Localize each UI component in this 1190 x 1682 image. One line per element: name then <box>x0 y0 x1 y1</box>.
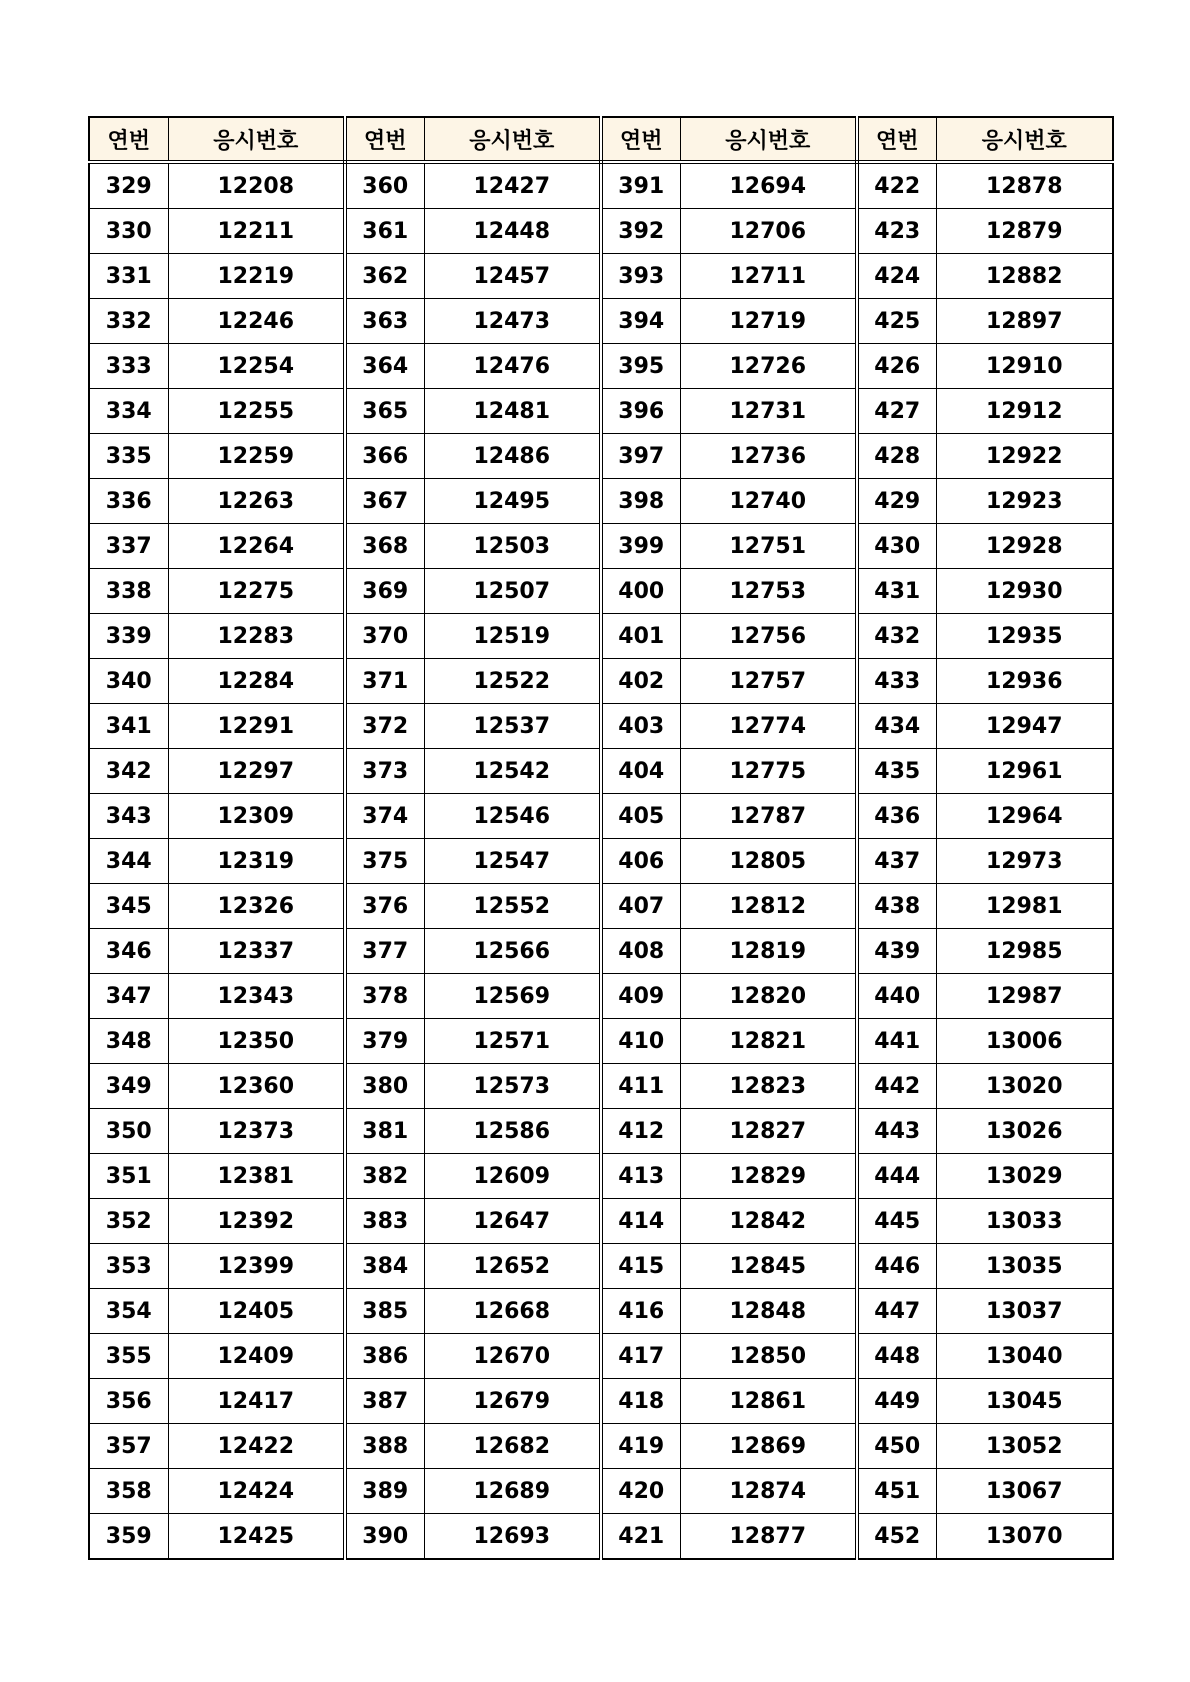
applicant-number-cell: 12922 <box>936 434 1113 479</box>
table-row <box>89 524 1113 569</box>
serial-cell: 409 <box>601 974 680 1019</box>
table-row <box>89 614 1113 659</box>
applicant-number-cell: 13029 <box>936 1154 1113 1199</box>
applicant-number-cell: 12381 <box>168 1154 345 1199</box>
column-header-applicant-number-4: 응시번호 <box>936 117 1113 162</box>
serial-cell: 353 <box>89 1244 168 1289</box>
applicant-number-cell: 13020 <box>936 1064 1113 1109</box>
applicant-number-cell: 13045 <box>936 1379 1113 1424</box>
applicant-number-cell: 12481 <box>424 389 601 434</box>
serial-cell: 374 <box>345 794 424 839</box>
applicant-number-cell: 12409 <box>168 1334 345 1379</box>
column-header-applicant-number-2: 응시번호 <box>424 117 601 162</box>
applicant-number-cell: 12882 <box>936 254 1113 299</box>
applicant-number-cell: 12821 <box>680 1019 857 1064</box>
table-row <box>89 1199 1113 1244</box>
applicant-number-cell: 12936 <box>936 659 1113 704</box>
applicant-number-cell: 12823 <box>680 1064 857 1109</box>
serial-cell: 352 <box>89 1199 168 1244</box>
applicant-number-cell: 12987 <box>936 974 1113 1019</box>
serial-cell: 435 <box>857 749 936 794</box>
serial-cell: 339 <box>89 614 168 659</box>
serial-cell: 342 <box>89 749 168 794</box>
serial-cell: 359 <box>89 1514 168 1560</box>
table-row <box>89 1154 1113 1199</box>
applicant-number-cell: 12609 <box>424 1154 601 1199</box>
applicant-number-cell: 12820 <box>680 974 857 1019</box>
serial-cell: 416 <box>601 1289 680 1334</box>
serial-cell: 394 <box>601 299 680 344</box>
serial-cell: 338 <box>89 569 168 614</box>
table-row <box>89 1379 1113 1424</box>
applicant-number-cell: 12360 <box>168 1064 345 1109</box>
serial-cell: 426 <box>857 344 936 389</box>
table-row <box>89 884 1113 929</box>
applicant-number-cell: 12263 <box>168 479 345 524</box>
serial-cell: 330 <box>89 209 168 254</box>
serial-cell: 340 <box>89 659 168 704</box>
serial-cell: 366 <box>345 434 424 479</box>
applicant-number-cell: 12981 <box>936 884 1113 929</box>
applicant-number-sheet <box>88 116 1112 1558</box>
table-row <box>89 254 1113 299</box>
table-row <box>89 1109 1113 1154</box>
serial-cell: 399 <box>601 524 680 569</box>
applicant-number-cell: 13040 <box>936 1334 1113 1379</box>
serial-cell: 448 <box>857 1334 936 1379</box>
serial-cell: 422 <box>857 162 936 209</box>
serial-cell: 441 <box>857 1019 936 1064</box>
serial-cell: 420 <box>601 1469 680 1514</box>
table-row <box>89 659 1113 704</box>
serial-cell: 445 <box>857 1199 936 1244</box>
serial-cell: 450 <box>857 1424 936 1469</box>
applicant-number-cell: 12923 <box>936 479 1113 524</box>
applicant-number-cell: 12706 <box>680 209 857 254</box>
table-row <box>89 1469 1113 1514</box>
applicant-number-cell: 12961 <box>936 749 1113 794</box>
serial-cell: 440 <box>857 974 936 1019</box>
table-row <box>89 299 1113 344</box>
serial-cell: 430 <box>857 524 936 569</box>
applicant-number-cell: 12373 <box>168 1109 345 1154</box>
serial-cell: 350 <box>89 1109 168 1154</box>
applicant-number-cell: 12682 <box>424 1424 601 1469</box>
serial-cell: 373 <box>345 749 424 794</box>
applicant-number-cell: 12476 <box>424 344 601 389</box>
applicant-number-cell: 12819 <box>680 929 857 974</box>
serial-cell: 381 <box>345 1109 424 1154</box>
applicant-number-cell: 12284 <box>168 659 345 704</box>
applicant-number-cell: 12679 <box>424 1379 601 1424</box>
table-row <box>89 839 1113 884</box>
serial-cell: 396 <box>601 389 680 434</box>
table-header-row <box>89 117 1113 162</box>
applicant-number-cell: 12208 <box>168 162 345 209</box>
serial-cell: 408 <box>601 929 680 974</box>
serial-cell: 397 <box>601 434 680 479</box>
column-header-applicant-number-1: 응시번호 <box>168 117 345 162</box>
serial-cell: 331 <box>89 254 168 299</box>
column-header-serial-4: 연번 <box>857 117 936 162</box>
applicant-number-table <box>88 116 1114 1560</box>
applicant-number-cell: 12457 <box>424 254 601 299</box>
serial-cell: 336 <box>89 479 168 524</box>
serial-cell: 363 <box>345 299 424 344</box>
applicant-number-cell: 12546 <box>424 794 601 839</box>
serial-cell: 407 <box>601 884 680 929</box>
serial-cell: 388 <box>345 1424 424 1469</box>
applicant-number-cell: 12726 <box>680 344 857 389</box>
serial-cell: 383 <box>345 1199 424 1244</box>
serial-cell: 358 <box>89 1469 168 1514</box>
table-row <box>89 1019 1113 1064</box>
applicant-number-cell: 12519 <box>424 614 601 659</box>
serial-cell: 401 <box>601 614 680 659</box>
serial-cell: 418 <box>601 1379 680 1424</box>
serial-cell: 451 <box>857 1469 936 1514</box>
applicant-number-cell: 12392 <box>168 1199 345 1244</box>
serial-cell: 391 <box>601 162 680 209</box>
serial-cell: 419 <box>601 1424 680 1469</box>
applicant-number-cell: 12405 <box>168 1289 345 1334</box>
serial-cell: 357 <box>89 1424 168 1469</box>
applicant-number-cell: 12573 <box>424 1064 601 1109</box>
serial-cell: 434 <box>857 704 936 749</box>
applicant-number-cell: 12910 <box>936 344 1113 389</box>
serial-cell: 406 <box>601 839 680 884</box>
applicant-number-cell: 12775 <box>680 749 857 794</box>
serial-cell: 398 <box>601 479 680 524</box>
applicant-number-cell: 12309 <box>168 794 345 839</box>
table-row <box>89 209 1113 254</box>
table-row <box>89 479 1113 524</box>
applicant-number-cell: 12694 <box>680 162 857 209</box>
serial-cell: 345 <box>89 884 168 929</box>
serial-cell: 395 <box>601 344 680 389</box>
applicant-number-cell: 12850 <box>680 1334 857 1379</box>
serial-cell: 386 <box>345 1334 424 1379</box>
column-header-applicant-number-3: 응시번호 <box>680 117 857 162</box>
serial-cell: 449 <box>857 1379 936 1424</box>
serial-cell: 387 <box>345 1379 424 1424</box>
serial-cell: 344 <box>89 839 168 884</box>
applicant-number-cell: 12422 <box>168 1424 345 1469</box>
serial-cell: 439 <box>857 929 936 974</box>
applicant-number-cell: 12869 <box>680 1424 857 1469</box>
serial-cell: 411 <box>601 1064 680 1109</box>
applicant-number-cell: 12973 <box>936 839 1113 884</box>
serial-cell: 370 <box>345 614 424 659</box>
serial-cell: 372 <box>345 704 424 749</box>
table-row <box>89 569 1113 614</box>
serial-cell: 446 <box>857 1244 936 1289</box>
applicant-number-cell: 12507 <box>424 569 601 614</box>
applicant-number-cell: 12425 <box>168 1514 345 1560</box>
serial-cell: 371 <box>345 659 424 704</box>
serial-cell: 375 <box>345 839 424 884</box>
serial-cell: 329 <box>89 162 168 209</box>
table-row <box>89 1064 1113 1109</box>
applicant-number-cell: 12297 <box>168 749 345 794</box>
serial-cell: 442 <box>857 1064 936 1109</box>
applicant-number-cell: 12275 <box>168 569 345 614</box>
applicant-number-cell: 12399 <box>168 1244 345 1289</box>
table-row <box>89 974 1113 1019</box>
serial-cell: 334 <box>89 389 168 434</box>
applicant-number-cell: 12542 <box>424 749 601 794</box>
applicant-number-cell: 12912 <box>936 389 1113 434</box>
serial-cell: 424 <box>857 254 936 299</box>
applicant-number-cell: 12486 <box>424 434 601 479</box>
applicant-number-cell: 12740 <box>680 479 857 524</box>
applicant-number-cell: 12848 <box>680 1289 857 1334</box>
serial-cell: 404 <box>601 749 680 794</box>
applicant-number-cell: 12495 <box>424 479 601 524</box>
applicant-number-cell: 12756 <box>680 614 857 659</box>
column-header-serial-1: 연번 <box>89 117 168 162</box>
applicant-number-cell: 12254 <box>168 344 345 389</box>
applicant-number-cell: 12930 <box>936 569 1113 614</box>
serial-cell: 421 <box>601 1514 680 1560</box>
applicant-number-cell: 12569 <box>424 974 601 1019</box>
serial-cell: 382 <box>345 1154 424 1199</box>
applicant-number-cell: 13026 <box>936 1109 1113 1154</box>
applicant-number-cell: 12845 <box>680 1244 857 1289</box>
applicant-number-cell: 12877 <box>680 1514 857 1560</box>
table-row <box>89 704 1113 749</box>
serial-cell: 414 <box>601 1199 680 1244</box>
applicant-number-cell: 12711 <box>680 254 857 299</box>
applicant-number-cell: 12448 <box>424 209 601 254</box>
serial-cell: 355 <box>89 1334 168 1379</box>
applicant-number-cell: 12566 <box>424 929 601 974</box>
applicant-number-cell: 12647 <box>424 1199 601 1244</box>
table-row <box>89 1334 1113 1379</box>
serial-cell: 405 <box>601 794 680 839</box>
serial-cell: 428 <box>857 434 936 479</box>
serial-cell: 351 <box>89 1154 168 1199</box>
table-row <box>89 344 1113 389</box>
applicant-number-cell: 12935 <box>936 614 1113 659</box>
applicant-number-cell: 12571 <box>424 1019 601 1064</box>
serial-cell: 390 <box>345 1514 424 1560</box>
applicant-number-cell: 12219 <box>168 254 345 299</box>
serial-cell: 356 <box>89 1379 168 1424</box>
serial-cell: 433 <box>857 659 936 704</box>
applicant-number-cell: 13067 <box>936 1469 1113 1514</box>
applicant-number-cell: 12586 <box>424 1109 601 1154</box>
applicant-number-cell: 12897 <box>936 299 1113 344</box>
column-header-serial-3: 연번 <box>601 117 680 162</box>
applicant-number-cell: 12842 <box>680 1199 857 1244</box>
serial-cell: 403 <box>601 704 680 749</box>
serial-cell: 417 <box>601 1334 680 1379</box>
serial-cell: 367 <box>345 479 424 524</box>
serial-cell: 361 <box>345 209 424 254</box>
serial-cell: 410 <box>601 1019 680 1064</box>
applicant-number-cell: 12787 <box>680 794 857 839</box>
serial-cell: 452 <box>857 1514 936 1560</box>
applicant-number-cell: 12964 <box>936 794 1113 839</box>
applicant-number-cell: 12829 <box>680 1154 857 1199</box>
applicant-number-cell: 12503 <box>424 524 601 569</box>
applicant-number-cell: 12861 <box>680 1379 857 1424</box>
serial-cell: 343 <box>89 794 168 839</box>
serial-cell: 413 <box>601 1154 680 1199</box>
applicant-number-cell: 12424 <box>168 1469 345 1514</box>
serial-cell: 436 <box>857 794 936 839</box>
applicant-number-cell: 12693 <box>424 1514 601 1560</box>
applicant-number-cell: 12879 <box>936 209 1113 254</box>
applicant-number-cell: 12947 <box>936 704 1113 749</box>
serial-cell: 415 <box>601 1244 680 1289</box>
serial-cell: 432 <box>857 614 936 659</box>
serial-cell: 423 <box>857 209 936 254</box>
serial-cell: 369 <box>345 569 424 614</box>
applicant-number-cell: 12805 <box>680 839 857 884</box>
applicant-number-cell: 12291 <box>168 704 345 749</box>
table-row <box>89 1514 1113 1560</box>
serial-cell: 437 <box>857 839 936 884</box>
applicant-number-cell: 12731 <box>680 389 857 434</box>
serial-cell: 429 <box>857 479 936 524</box>
column-header-serial-2: 연번 <box>345 117 424 162</box>
applicant-number-cell: 12350 <box>168 1019 345 1064</box>
applicant-number-cell: 12928 <box>936 524 1113 569</box>
applicant-number-cell: 12337 <box>168 929 345 974</box>
applicant-number-cell: 12417 <box>168 1379 345 1424</box>
applicant-number-cell: 12211 <box>168 209 345 254</box>
serial-cell: 349 <box>89 1064 168 1109</box>
serial-cell: 412 <box>601 1109 680 1154</box>
applicant-number-cell: 12670 <box>424 1334 601 1379</box>
serial-cell: 431 <box>857 569 936 614</box>
table-row <box>89 1424 1113 1469</box>
serial-cell: 389 <box>345 1469 424 1514</box>
serial-cell: 362 <box>345 254 424 299</box>
serial-cell: 447 <box>857 1289 936 1334</box>
applicant-number-cell: 12753 <box>680 569 857 614</box>
serial-cell: 365 <box>345 389 424 434</box>
serial-cell: 378 <box>345 974 424 1019</box>
applicant-number-cell: 12264 <box>168 524 345 569</box>
applicant-number-cell: 13006 <box>936 1019 1113 1064</box>
serial-cell: 364 <box>345 344 424 389</box>
serial-cell: 354 <box>89 1289 168 1334</box>
applicant-number-cell: 12689 <box>424 1469 601 1514</box>
serial-cell: 443 <box>857 1109 936 1154</box>
serial-cell: 368 <box>345 524 424 569</box>
serial-cell: 393 <box>601 254 680 299</box>
applicant-number-cell: 12259 <box>168 434 345 479</box>
applicant-number-cell: 12719 <box>680 299 857 344</box>
applicant-number-cell: 12736 <box>680 434 857 479</box>
serial-cell: 376 <box>345 884 424 929</box>
table-row <box>89 1244 1113 1289</box>
applicant-number-cell: 12812 <box>680 884 857 929</box>
applicant-number-cell: 12343 <box>168 974 345 1019</box>
serial-cell: 427 <box>857 389 936 434</box>
serial-cell: 348 <box>89 1019 168 1064</box>
applicant-number-cell: 12878 <box>936 162 1113 209</box>
table-row <box>89 389 1113 434</box>
table-row <box>89 749 1113 794</box>
applicant-number-cell: 12537 <box>424 704 601 749</box>
serial-cell: 346 <box>89 929 168 974</box>
serial-cell: 377 <box>345 929 424 974</box>
applicant-number-cell: 12246 <box>168 299 345 344</box>
serial-cell: 384 <box>345 1244 424 1289</box>
applicant-number-cell: 13035 <box>936 1244 1113 1289</box>
table-row <box>89 1289 1113 1334</box>
applicant-number-cell: 12652 <box>424 1244 601 1289</box>
applicant-number-cell: 12326 <box>168 884 345 929</box>
applicant-number-cell: 12283 <box>168 614 345 659</box>
applicant-number-cell: 12774 <box>680 704 857 749</box>
serial-cell: 380 <box>345 1064 424 1109</box>
serial-cell: 347 <box>89 974 168 1019</box>
applicant-number-cell: 12985 <box>936 929 1113 974</box>
serial-cell: 400 <box>601 569 680 614</box>
serial-cell: 444 <box>857 1154 936 1199</box>
serial-cell: 385 <box>345 1289 424 1334</box>
applicant-number-cell: 12827 <box>680 1109 857 1154</box>
applicant-number-cell: 12522 <box>424 659 601 704</box>
serial-cell: 335 <box>89 434 168 479</box>
serial-cell: 333 <box>89 344 168 389</box>
table-row <box>89 162 1113 209</box>
table-row <box>89 434 1113 479</box>
applicant-number-cell: 13070 <box>936 1514 1113 1560</box>
serial-cell: 337 <box>89 524 168 569</box>
applicant-number-cell: 13052 <box>936 1424 1113 1469</box>
serial-cell: 332 <box>89 299 168 344</box>
applicant-number-cell: 12751 <box>680 524 857 569</box>
applicant-number-cell: 12319 <box>168 839 345 884</box>
applicant-number-cell: 13037 <box>936 1289 1113 1334</box>
serial-cell: 438 <box>857 884 936 929</box>
applicant-number-cell: 12552 <box>424 884 601 929</box>
serial-cell: 341 <box>89 704 168 749</box>
applicant-number-cell: 12668 <box>424 1289 601 1334</box>
applicant-number-cell: 12473 <box>424 299 601 344</box>
applicant-number-cell: 12874 <box>680 1469 857 1514</box>
serial-cell: 425 <box>857 299 936 344</box>
serial-cell: 379 <box>345 1019 424 1064</box>
table-row <box>89 929 1113 974</box>
serial-cell: 392 <box>601 209 680 254</box>
applicant-number-cell: 12547 <box>424 839 601 884</box>
applicant-number-cell: 12255 <box>168 389 345 434</box>
serial-cell: 360 <box>345 162 424 209</box>
applicant-number-cell: 12757 <box>680 659 857 704</box>
applicant-number-cell: 12427 <box>424 162 601 209</box>
applicant-number-cell: 13033 <box>936 1199 1113 1244</box>
table-body <box>89 162 1113 1559</box>
table-row <box>89 794 1113 839</box>
serial-cell: 402 <box>601 659 680 704</box>
